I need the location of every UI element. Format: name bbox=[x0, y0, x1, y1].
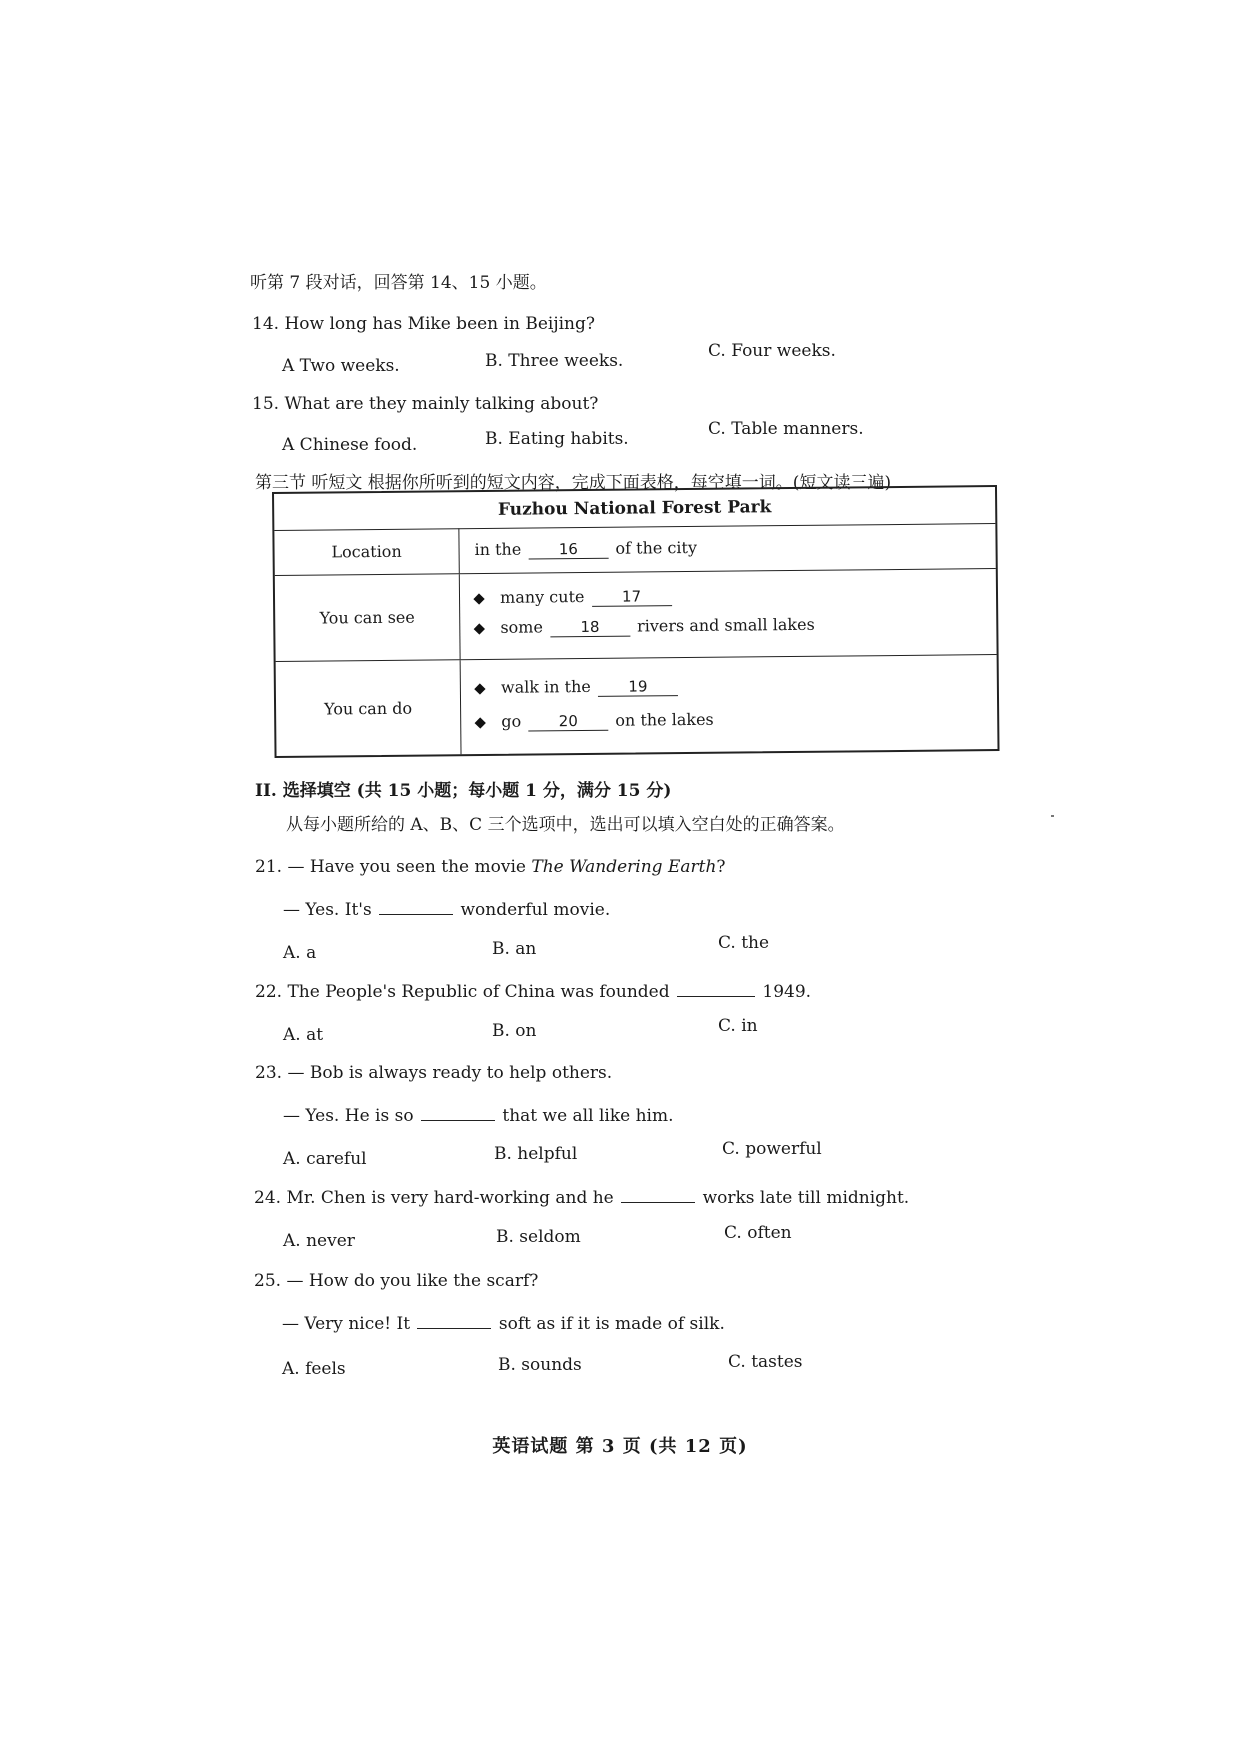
page-footer: 英语试题 第 3 页 (共 12 页) bbox=[492, 1436, 748, 1457]
reply-text-post: soft as if it is made of silk. bbox=[498, 1314, 725, 1334]
bullet-diamond-icon bbox=[475, 717, 486, 728]
movie-title: The Wandering Earth bbox=[531, 857, 717, 877]
blank-19: 19 bbox=[598, 677, 678, 697]
question-14-option-c: C. Four weeks. bbox=[708, 341, 836, 361]
question-24-option-a: A. never bbox=[283, 1231, 355, 1251]
reply-text-pre: — Very nice! It bbox=[282, 1314, 411, 1334]
question-15-stem: 15. What are they mainly talking about? bbox=[252, 394, 599, 414]
answer-blank bbox=[379, 898, 453, 915]
question-24-option-c: C. often bbox=[724, 1223, 792, 1243]
question-22-option-c: C. in bbox=[718, 1016, 758, 1036]
see-line2-post: rivers and small lakes bbox=[636, 614, 815, 636]
question-25-option-b: B. sounds bbox=[498, 1355, 582, 1375]
question-25-stem: 25. — How do you like the scarf? bbox=[254, 1271, 539, 1291]
question-22-text-post: 1949. bbox=[762, 982, 812, 1002]
forest-park-table bbox=[272, 485, 1000, 758]
part2-instructions: 从每小题所给的 A、B、C 三个选项中，选出可以填入空白处的正确答案。 bbox=[286, 815, 845, 835]
location-text-post: of the city bbox=[615, 537, 698, 558]
part2-heading: II. 选择填空 (共 15 小题；每小题 1 分，满分 15 分) bbox=[255, 781, 672, 801]
section3-heading: 第三节 听短文 根据你所听到的短文内容，完成下面表格，每空填一词。(短文读三遍) bbox=[255, 473, 892, 493]
table-title: Fuzhou National Forest Park bbox=[274, 487, 995, 531]
question-23-option-c: C. powerful bbox=[722, 1139, 822, 1159]
location-text-pre: in the bbox=[474, 539, 522, 560]
question-22-stem bbox=[255, 980, 811, 1003]
answer-blank bbox=[417, 1312, 491, 1329]
answer-blank bbox=[621, 1186, 695, 1203]
see-line1-pre: many cute bbox=[500, 587, 585, 607]
question-15-option-b: B. Eating habits. bbox=[485, 429, 629, 449]
question-21-option-b: B. an bbox=[492, 939, 537, 959]
question-23-reply bbox=[283, 1104, 674, 1127]
question-22-text-pre: 22. The People's Republic of China was founded bbox=[255, 982, 670, 1002]
reply-text-post: wonderful movie. bbox=[460, 900, 611, 920]
question-14-option-a: A Two weeks. bbox=[282, 356, 400, 376]
blank-17: 17 bbox=[591, 587, 671, 607]
question-22-option-a: A. at bbox=[283, 1025, 324, 1045]
question-21-option-c: C. the bbox=[718, 933, 770, 953]
row-label-location: Location bbox=[274, 528, 459, 575]
question-24-text-pre: 24. Mr. Chen is very hard-working and he bbox=[254, 1188, 614, 1208]
row-label-do: You can do bbox=[276, 660, 462, 756]
question-14-stem: 14. How long has Mike been in Beijing? bbox=[252, 314, 595, 334]
blank-16: 16 bbox=[528, 540, 608, 560]
question-25-reply bbox=[282, 1312, 725, 1335]
bullet-diamond-icon bbox=[473, 593, 484, 604]
do-line1-pre: walk in the bbox=[500, 676, 591, 697]
question-23-option-a: A. careful bbox=[283, 1149, 367, 1169]
question-15-option-c: C. Table manners. bbox=[708, 419, 864, 439]
question-24-option-b: B. seldom bbox=[496, 1227, 581, 1247]
bullet-diamond-icon bbox=[474, 683, 485, 694]
question-22-option-b: B. on bbox=[492, 1021, 537, 1041]
bullet-diamond-icon bbox=[474, 623, 485, 634]
question-21-stem bbox=[255, 856, 726, 878]
question-21-mark: ? bbox=[716, 857, 726, 877]
question-21-reply bbox=[283, 898, 610, 921]
question-23-option-b: B. helpful bbox=[494, 1144, 578, 1164]
scan-speck bbox=[1051, 815, 1054, 817]
question-24-text-post: works late till midnight. bbox=[702, 1188, 910, 1208]
reply-text-post: that we all like him. bbox=[502, 1106, 674, 1126]
question-21-option-a: A. a bbox=[283, 943, 317, 963]
blank-18: 18 bbox=[550, 618, 630, 638]
answer-blank bbox=[677, 980, 755, 997]
question-25-option-c: C. tastes bbox=[728, 1352, 803, 1372]
blank-20: 20 bbox=[528, 712, 608, 732]
question-25-option-a: A. feels bbox=[282, 1359, 346, 1379]
section-heading-dialogue7: 听第 7 段对话，回答第 14、15 小题。 bbox=[250, 273, 547, 293]
table-row-location bbox=[274, 523, 995, 576]
question-21-text: 21. — Have you seen the movie bbox=[255, 857, 532, 877]
reply-text-pre: — Yes. It's bbox=[283, 900, 372, 920]
do-line2-pre: go bbox=[501, 711, 522, 731]
question-23-stem: 23. — Bob is always ready to help others. bbox=[255, 1063, 613, 1083]
do-line2-post: on the lakes bbox=[615, 709, 714, 730]
row-label-see: You can see bbox=[275, 574, 461, 661]
see-line2-pre: some bbox=[500, 617, 543, 637]
table-row-see bbox=[275, 569, 997, 662]
reply-text-pre: — Yes. He is so bbox=[283, 1106, 414, 1126]
question-15-option-a: A Chinese food. bbox=[282, 435, 418, 455]
answer-blank bbox=[421, 1104, 495, 1121]
question-24-stem bbox=[254, 1186, 909, 1209]
question-14-option-b: B. Three weeks. bbox=[485, 351, 624, 371]
table-row-do bbox=[276, 655, 998, 756]
